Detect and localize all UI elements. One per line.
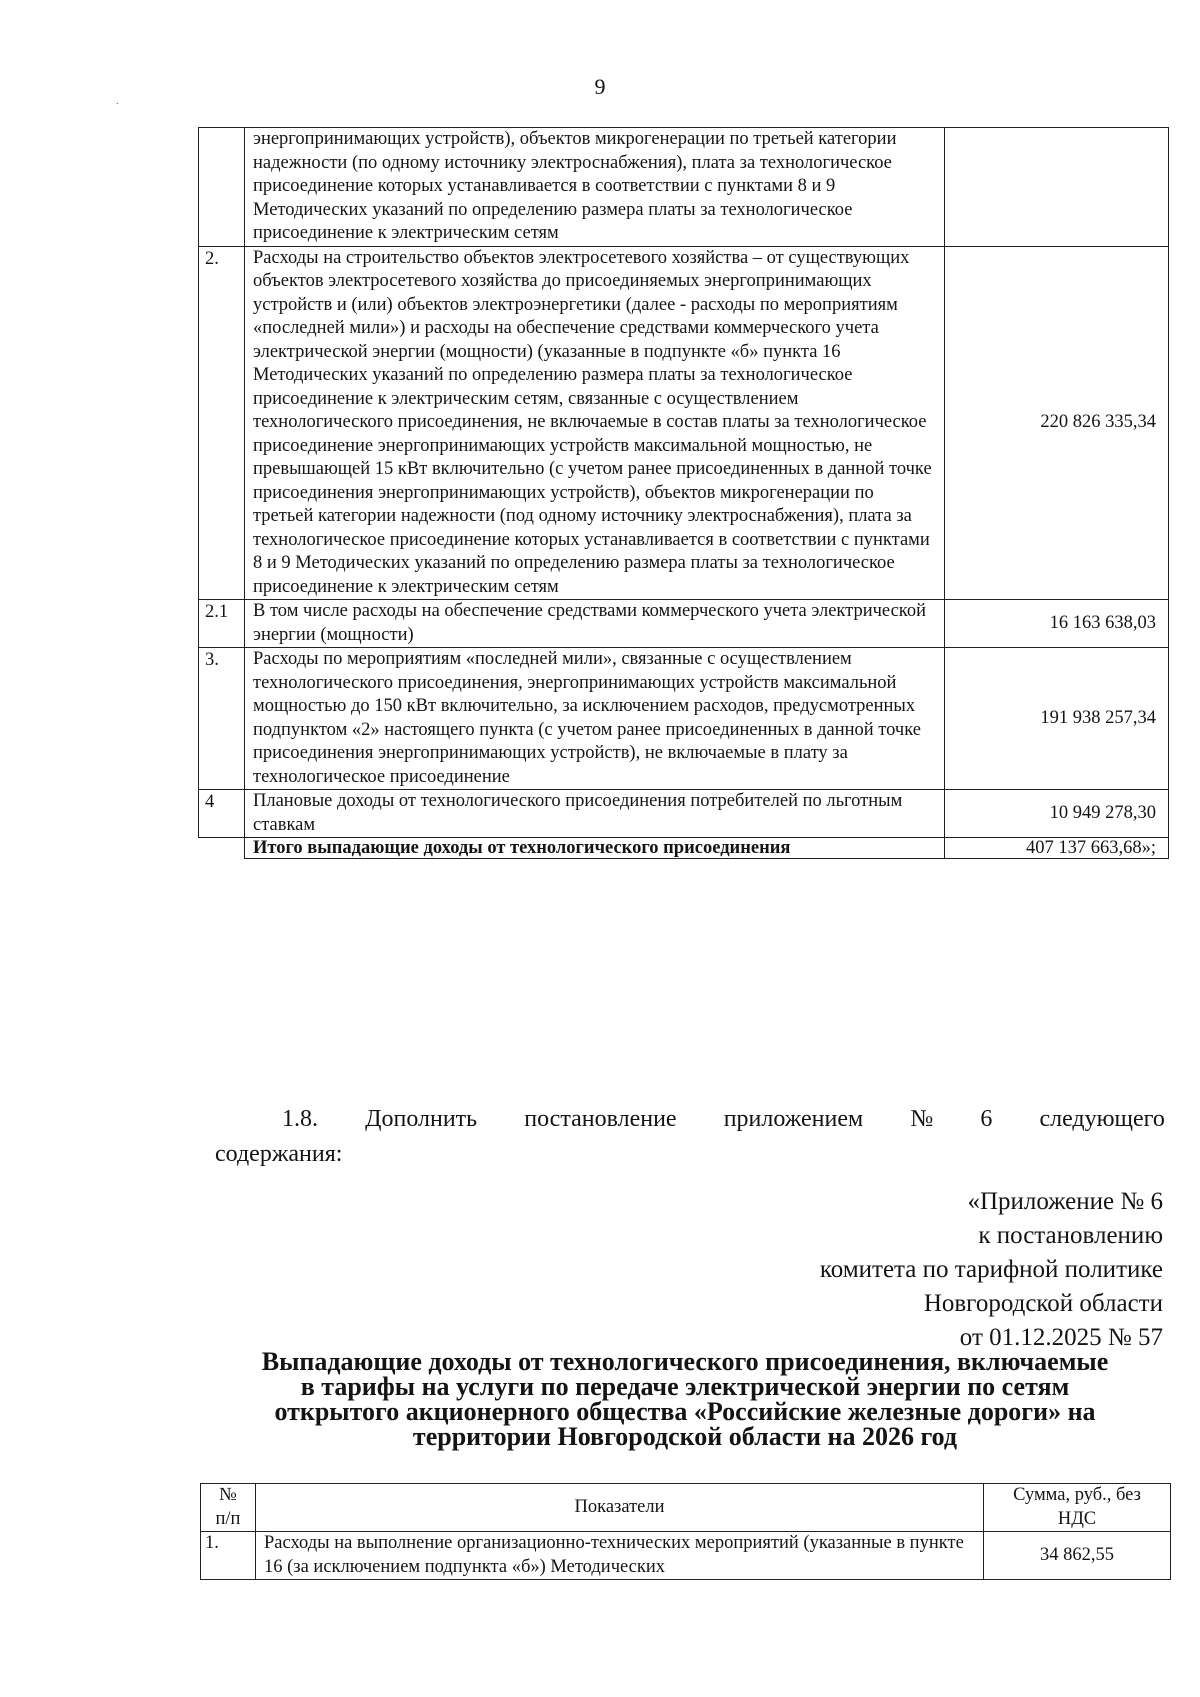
header-number-line: п/п bbox=[215, 1508, 241, 1529]
annex-line: к постановлению bbox=[978, 1222, 1163, 1249]
row-text: Расходы по мероприятиям «последней мили», связанные с осуществлением технологического присоединения, энергопринимающих устройств максимальной мощностью до 150 кВт включительно, за исключением расходов, предусмотренных подпунктом «2» настоящего пункта (с учетом ранее присоединенных в данной точке присоединения энергопринимающих устройств), не включаемые в плату за технологическое присоединение bbox=[245, 648, 945, 790]
annex-line: «Приложение № 6 bbox=[967, 1188, 1163, 1215]
row-text: В том числе расходы на обеспечение средствами коммерческого учета электрической энергии (мощности) bbox=[245, 600, 945, 648]
header-sum bbox=[984, 1484, 1171, 1532]
header-sum-line: Сумма, руб., без bbox=[1013, 1485, 1141, 1505]
row-number: 1. bbox=[201, 1532, 256, 1580]
annex-header bbox=[820, 1185, 1163, 1355]
row-text: Плановые доходы от технологического присоединения потребителей по льготным ставкам bbox=[245, 790, 945, 838]
header-number-line: № bbox=[219, 1485, 237, 1505]
annex-line: Новгородской области bbox=[923, 1290, 1163, 1317]
paragraph-word: следующего bbox=[1039, 1106, 1165, 1132]
header-indicator: Показатели bbox=[256, 1484, 984, 1532]
table-row bbox=[199, 246, 1169, 600]
row-number: 3. bbox=[199, 648, 245, 790]
annex-line: от 01.12.2025 № 57 bbox=[959, 1324, 1163, 1351]
annex-line: комитета по тарифной политике bbox=[819, 1256, 1163, 1283]
header-row bbox=[201, 1484, 1171, 1532]
total-number-cell bbox=[199, 838, 245, 859]
table-row bbox=[199, 790, 1169, 838]
paragraph-word: Дополнить bbox=[365, 1106, 478, 1132]
row-text: Расходы на строительство объектов электросетевого хозяйства – от существующих объектов электросетевого хозяйства до присоединяемых энергопринимающих устройств и (или) объектов электроэнергетики (далее - расходы по мероприятиям «последней мили») и расходы на обеспечение средствами коммерческого учета электрической энергии (мощности) (указанные в подпункте «б» пункта 16 Методических указаний по определению размера платы за технологическое присоединение к электрическим сетям, связанные с осуществлением технологического присоединения, не включаемые в состав платы за технологическое присоединение энергопринимающих устройств максимальной мощностью, не превышающей 15 кВт включительно (с учетом ранее присоединенных в данной точке присоединения энергопринимающих устройств), объектов микрогенерации по третьей категории надежности (под одному источнику электроснабжения), плата за технологическое присоединение которых устанавливается в соответствии с пунктами 8 и 9 Методических указаний по определению размера платы за технологическое присоединение к электрическим сетям bbox=[245, 246, 945, 600]
row-sum: 34 862,55 bbox=[984, 1532, 1171, 1580]
scan-speck: . bbox=[116, 96, 119, 107]
row-text: энергопринимающих устройств), объектов микрогенерации по третьей категории надежности (по одному источнику электроснабжения), плата за технологическое присоединение которых устанавливается в соответствии с пунктами 8 и 9 Методических указаний по определению размера платы за технологическое присоединение к электрическим сетям bbox=[245, 128, 945, 247]
amendment-paragraph bbox=[215, 1102, 1165, 1172]
paragraph-word: № bbox=[910, 1106, 934, 1132]
paragraph-word: 1.8. bbox=[282, 1106, 318, 1132]
annex-table bbox=[200, 1483, 1171, 1580]
total-sum: 407 137 663,68»; bbox=[945, 838, 1169, 859]
paragraph-word: 6 bbox=[980, 1106, 993, 1132]
row-text: Расходы на выполнение организационно-технических мероприятий (указанные в пункте 16 (за исключением подпункта «б») Методических bbox=[256, 1532, 984, 1580]
table-row bbox=[199, 648, 1169, 790]
title-line: Выпадающие доходы от технологического присоединения, включаемые bbox=[261, 1347, 1109, 1376]
title-line: в тарифы на услуги по передаче электрической энергии по сетям bbox=[300, 1372, 1070, 1401]
row-sum bbox=[945, 128, 1169, 247]
row-sum: 191 938 257,34 bbox=[945, 648, 1169, 790]
paragraph-line: содержания: bbox=[215, 1141, 343, 1167]
table-row bbox=[199, 600, 1169, 648]
total-row bbox=[199, 838, 1169, 859]
title-line: территории Новгородской области на 2026 год bbox=[412, 1422, 958, 1451]
row-sum: 16 163 638,03 bbox=[945, 600, 1169, 648]
paragraph-word: постановление bbox=[524, 1106, 677, 1132]
revenue-table bbox=[198, 127, 1169, 859]
row-number bbox=[199, 128, 245, 247]
paragraph-word: приложением bbox=[723, 1106, 864, 1132]
paragraph-line bbox=[215, 1102, 1165, 1137]
title-line: открытого акционерного общества «Российские железные дороги» на bbox=[274, 1397, 1096, 1426]
row-sum: 10 949 278,30 bbox=[945, 790, 1169, 838]
page-number: 9 bbox=[594, 74, 606, 99]
header-number bbox=[201, 1484, 256, 1532]
table-row bbox=[201, 1532, 1171, 1580]
row-sum: 220 826 335,34 bbox=[945, 246, 1169, 600]
total-label: Итого выпадающие доходы от технологического присоединения bbox=[245, 838, 945, 859]
document-title bbox=[200, 1349, 1170, 1449]
header-sum-line: НДС bbox=[1057, 1508, 1097, 1529]
table-row bbox=[199, 128, 1169, 247]
row-number: 4 bbox=[199, 790, 245, 838]
row-number: 2.1 bbox=[199, 600, 245, 648]
row-number: 2. bbox=[199, 246, 245, 600]
